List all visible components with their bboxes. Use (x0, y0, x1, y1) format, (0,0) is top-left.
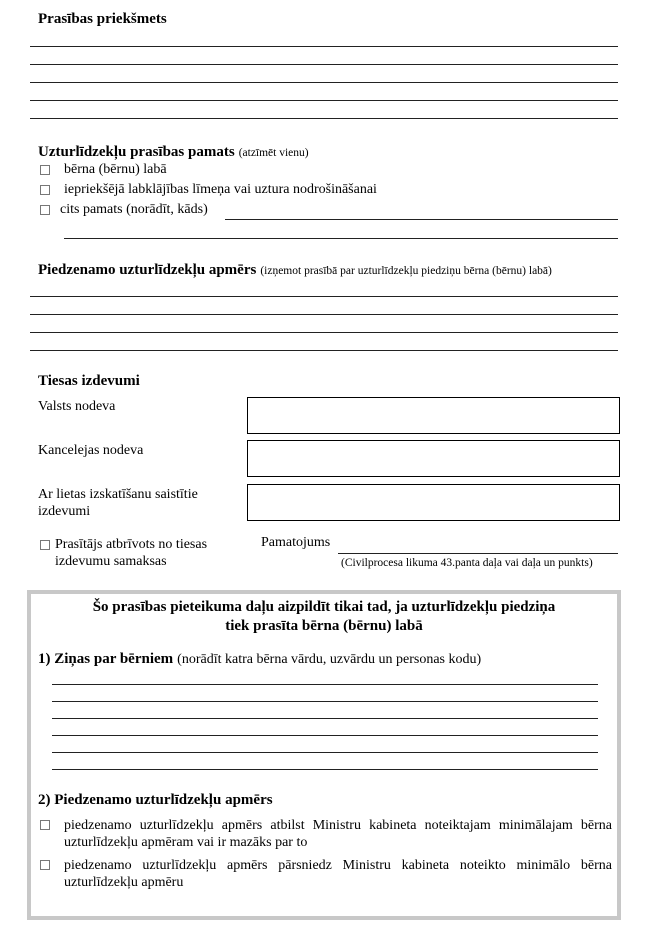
amount-line-2[interactable] (30, 314, 618, 315)
state-fee-label: Valsts nodeva (38, 399, 116, 414)
children-line-3[interactable] (52, 718, 598, 719)
case-costs-field[interactable] (247, 484, 620, 521)
amount-note: (izņemot prasībā par uzturlīdzekļu piedziņu bērna (bērnu) labā) (260, 265, 552, 277)
office-fee-label: Kancelejas nodeva (38, 443, 144, 458)
children-amount-option-2-label (64, 857, 612, 891)
children-line-5[interactable] (52, 752, 598, 753)
children-section-title (33, 598, 615, 636)
basis-option-2-checkbox[interactable] (40, 185, 50, 195)
children-title-line-1: Šo prasības pieteikuma daļu aizpildīt tikai tad, ja uzturlīdzekļu piedziņa (92, 599, 556, 615)
children-amount-option-2-checkbox[interactable] (40, 860, 50, 870)
children-info-note: (norādīt katra bērna vārdu, uzvārdu un personas kodu) (177, 652, 482, 667)
case-costs-label: Ar lietas izskatīšanu saistītie izdevumi (38, 487, 198, 519)
exempt-checkbox[interactable] (40, 540, 50, 550)
basis-other-line-2[interactable] (64, 238, 618, 239)
justification-line[interactable] (338, 553, 618, 554)
exempt-label: Prasītājs atbrīvots no tiesas izdevumu samaksas (55, 537, 208, 569)
state-fee-field[interactable] (247, 397, 620, 434)
children-amount-option-1-label (64, 817, 612, 851)
basis-heading-row (38, 143, 309, 161)
subject-line-3[interactable] (30, 82, 618, 83)
amount-line-3[interactable] (30, 332, 618, 333)
subject-line-1[interactable] (30, 46, 618, 47)
children-amount-option-1-line-1: piedzenamo uzturlīdzekļu apmērs atbilst Ministru kabineta noteiktajam minimālajam bērna (64, 818, 612, 833)
subject-line-4[interactable] (30, 100, 618, 101)
subject-line-2[interactable] (30, 64, 618, 65)
children-amount-option-1-checkbox[interactable] (40, 820, 50, 830)
children-info-row (38, 650, 481, 668)
children-amount-heading: 2) Piedzenamo uzturlīdzekļu apmērs (38, 792, 273, 808)
amount-line-4[interactable] (30, 350, 618, 351)
justification-label: Pamatojums (261, 535, 331, 550)
children-amount-option-2-line-1: piedzenamo uzturlīdzekļu apmērs pārsniedz Ministru kabineta noteikto minimālo bērna (64, 858, 612, 873)
children-line-1[interactable] (52, 684, 598, 685)
children-amount-option-2-line-2: uzturlīdzekļu apmēru (64, 875, 184, 890)
amount-heading-row (38, 261, 552, 279)
basis-other-line-1[interactable] (225, 219, 618, 220)
subject-heading: Prasības priekšmets (38, 11, 167, 27)
basis-option-2-label: iepriekšējā labklājības līmeņa vai uztura nodrošināšanai (64, 182, 377, 197)
office-fee-field[interactable] (247, 440, 620, 477)
justification-note: (Civilprocesa likuma 43.panta daļa vai daļa un punkts) (341, 557, 593, 569)
subject-line-5[interactable] (30, 118, 618, 119)
children-line-6[interactable] (52, 769, 598, 770)
costs-heading: Tiesas izdevumi (38, 373, 140, 389)
amount-heading: Piedzenamo uzturlīdzekļu apmērs (38, 262, 257, 278)
children-line-2[interactable] (52, 701, 598, 702)
amount-line-1[interactable] (30, 296, 618, 297)
children-title-line-2: tiek prasīta bērna (bērnu) labā (225, 618, 423, 634)
basis-option-1-label: bērna (bērnu) labā (64, 162, 167, 177)
basis-option-3-checkbox[interactable] (40, 205, 50, 215)
basis-note: (atzīmēt vienu) (238, 147, 309, 159)
children-line-4[interactable] (52, 735, 598, 736)
basis-option-3-label: cits pamats (norādīt, kāds) (60, 202, 208, 217)
basis-option-1-checkbox[interactable] (40, 165, 50, 175)
basis-heading: Uzturlīdzekļu prasības pamats (38, 144, 235, 160)
children-info-heading: 1) Ziņas par bērniem (38, 651, 174, 667)
children-amount-option-1-line-2: uzturlīdzekļu apmēram vai ir mazāks par to (64, 835, 308, 850)
